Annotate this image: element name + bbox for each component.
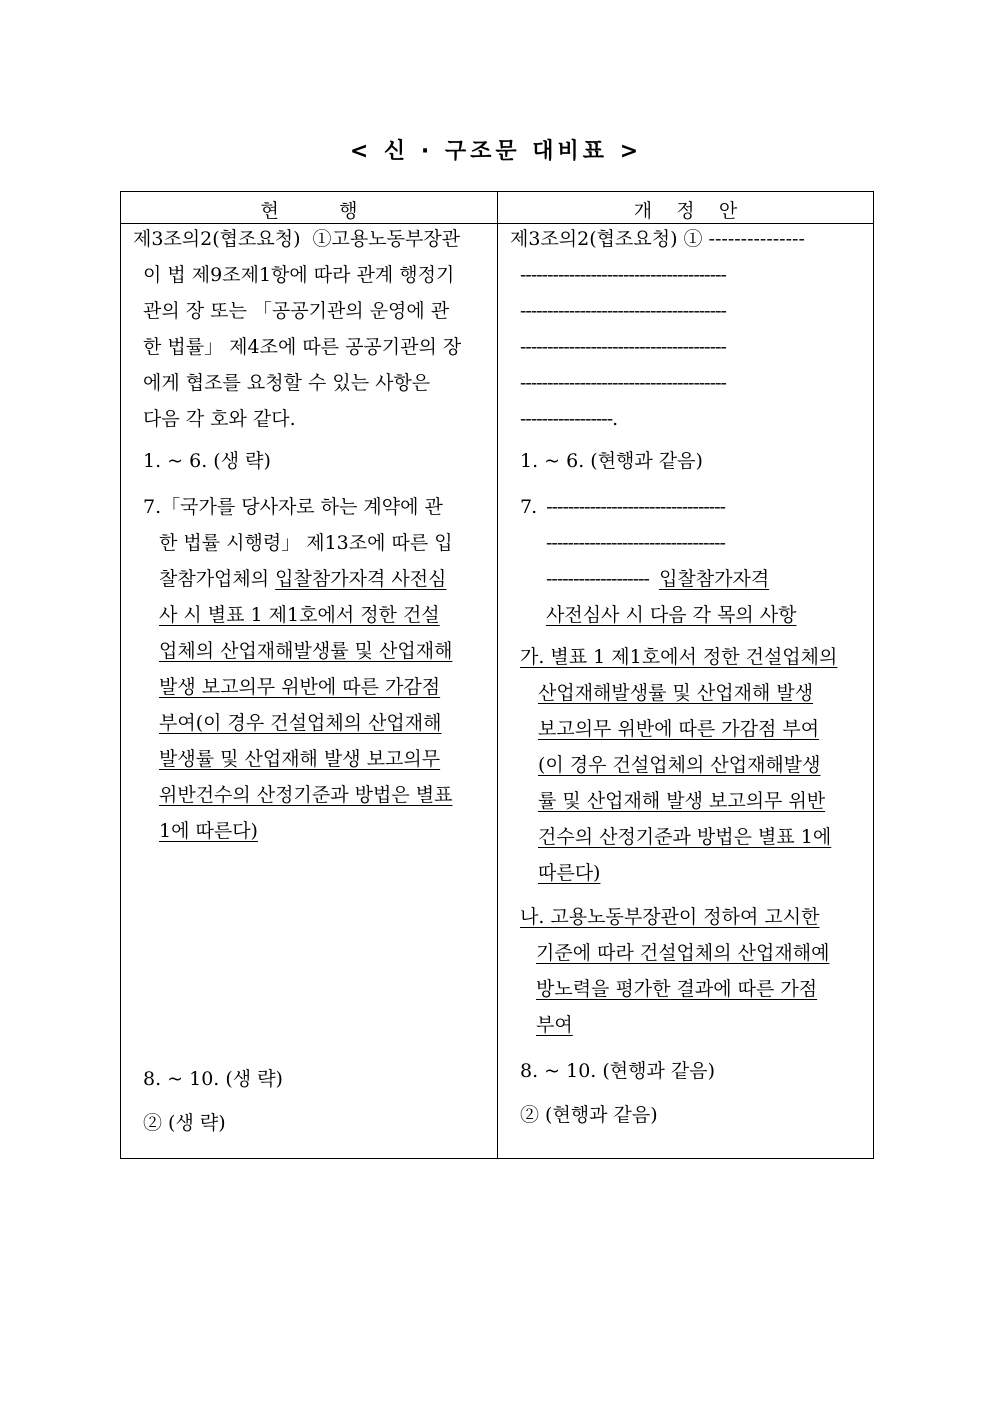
revised-article-line: -----------------. (520, 408, 618, 430)
revised-subitem-ga-line: 보고의무 위반에 따른 가감점 부여 (538, 718, 820, 740)
comparison-table (120, 191, 874, 1159)
current-article-line: 이 법 제9조제1항에 따라 관계 행정기 (143, 264, 455, 286)
current-item-7-line: 한 법률 시행령」 제13조에 따른 입 (159, 532, 453, 554)
current-article-line: 관의 장 또는 「공공기관의 운영에 관 (143, 300, 450, 322)
revised-item-7-line: --------------------------------- (546, 532, 725, 554)
current-item-7-line: 1에 따른다) (159, 820, 258, 842)
current-item-7-line: 사 시 별표 1 제1호에서 정한 건설 (159, 604, 440, 626)
revised-article-line: 제3조의2(협조요청) ① --------------- (510, 228, 805, 250)
current-item-1-6: 1. ~ 6. (생 략) (143, 450, 271, 472)
revised-item-7-line: ------------------- 입찰참가자격 (546, 568, 770, 590)
current-item-7-line: 부여(이 경우 건설업체의 산업재해 (159, 712, 442, 734)
revised-subitem-ga-line: 률 및 산업재해 발생 보고의무 위반 (538, 790, 826, 812)
current-article-line: 한 법률」 제4조에 따른 공공기관의 장 (143, 336, 462, 358)
current-item-7-line: 7.「국가를 당사자로 하는 계약에 관 (143, 496, 443, 518)
revised-item-8-10: 8. ~ 10. (현행과 같음) (520, 1060, 716, 1082)
revised-subitem-ga-line: 산업재해발생률 및 산업재해 발생 (538, 682, 814, 704)
current-item-7-line: 위반건수의 산정기준과 방법은 별표 (159, 784, 453, 806)
header-current: 현 행 (260, 200, 358, 222)
column-divider (497, 192, 498, 1158)
revised-item-1-6: 1. ~ 6. (현행과 같음) (520, 450, 703, 472)
revised-article-line: -------------------------------------- (520, 372, 726, 394)
current-article-line: 다음 각 호와 같다. (143, 408, 296, 430)
document-title: < 신 · 구조문 대비표 > (349, 139, 643, 164)
revised-subitem-na-line: 부여 (536, 1014, 573, 1036)
revised-article-line: -------------------------------------- (520, 264, 726, 286)
revised-article-line: -------------------------------------- (520, 300, 726, 322)
current-item-7-line: 업체의 산업재해발생률 및 산업재해 (159, 640, 453, 662)
current-article-line: 제3조의2(협조요청) ①고용노동부장관 (133, 228, 461, 250)
revised-subitem-ga-line: 따른다) (538, 862, 601, 884)
revised-subitem-ga-line: (이 경우 건설업체의 산업재해발생 (538, 754, 821, 776)
revised-subitem-na-line: 방노력을 평가한 결과에 따른 가점 (536, 978, 818, 1000)
current-item-7-line: 발생률 및 산업재해 발생 보고의무 (159, 748, 441, 770)
header-revised: 개 정 안 (633, 200, 738, 222)
current-item-8-10: 8. ~ 10. (생 략) (143, 1068, 283, 1090)
revised-subitem-ga-line: 가. 별표 1 제1호에서 정한 건설업체의 (520, 646, 838, 668)
revised-subitem-na-line: 기준에 따라 건설업체의 산업재해예 (536, 942, 830, 964)
revised-article-line: -------------------------------------- (520, 336, 726, 358)
revised-subitem-ga-line: 건수의 산정기준과 방법은 별표 1에 (538, 826, 832, 848)
current-item-7-line: 발생 보고의무 위반에 따른 가감점 (159, 676, 441, 698)
current-item-7-line: 찰참가업체의 입찰참가자격 사전심 (159, 568, 447, 590)
revised-item-7-line: 7. --------------------------------- (520, 496, 726, 518)
revised-subitem-na-line: 나. 고용노동부장관이 정하여 고시한 (520, 906, 820, 928)
revised-item-7-line: 사전심사 시 다음 각 목의 사항 (546, 604, 797, 626)
revised-paragraph-2: ② (현행과 같음) (520, 1104, 658, 1126)
current-paragraph-2: ② (생 략) (143, 1112, 226, 1134)
current-article-line: 에게 협조를 요청할 수 있는 사항은 (143, 372, 431, 394)
